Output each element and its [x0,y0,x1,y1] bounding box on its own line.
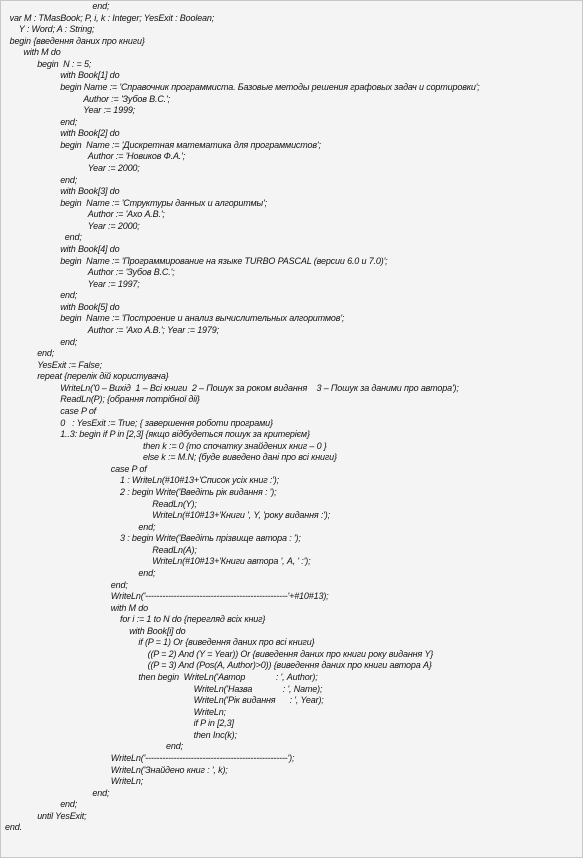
code-line: then k := 0 {то спочатку знайдених книг – 0 } [143,440,327,451]
code-line: ReadLn(P); {обрання потрібної дії} [60,394,200,405]
code-line: Year := 2000; [87,162,140,173]
code-line: then Inc(k); [193,729,237,740]
code-line: end; [64,232,82,243]
code-line: 3 : begin Write('Введіть прізвище автора : '); [120,533,301,544]
code-line: end; [60,799,78,810]
code-line: 0 : YesExit := True; { завершення роботи програми} [60,417,273,428]
code-line: WriteLn('Знайдено книг : ', k); [110,764,228,775]
code-line: begin {введення даних про книги} [9,35,145,46]
code-line: end. [5,822,22,833]
code-line: ((P = 2) And (Y = Year)) Or {виведення даних про книги року видання Y} [147,648,434,659]
code-line: end; [60,174,78,185]
code-line: ReadLn(A); [152,544,197,555]
code-line: end; [138,567,156,578]
code-line: for i := 1 to N do {перегляд всіх книг} [120,614,266,625]
code-line: Year := 1997; [87,278,140,289]
code-line: with Book[i] do [129,625,186,636]
code-line: Author := 'Зубов В.С.'; [87,267,175,278]
code-line: WriteLn('Рік видання : ', Year); [193,695,324,706]
code-line: case P of [110,463,147,474]
code-line: end; [60,336,78,347]
code-line: with Book[2] do [60,128,120,139]
code-line: then begin WriteLn('Автор : ', Author); [138,672,318,683]
code-line: repeat {перелік дій користувача} [37,371,169,382]
code-line: WriteLn; [193,706,226,717]
code-line: WriteLn('--------------------------------------------------'+#10#13); [110,591,329,602]
code-line: begin Name := 'Структуры данных и алгоритмы'; [60,197,267,208]
code-line: var M : TMasBook; P, i, k : Integer; YesExit : Boolean; [9,12,215,23]
code-line: end; [138,521,156,532]
code-line: WriteLn('Назва : ', Name); [193,683,323,694]
code-line: ((P = 3) And (Pos(A, Author)>0)) {виведення даних про книги автора A} [147,660,432,671]
code-line: begin Name := 'Дискретная математика для программистов'; [60,139,321,150]
code-line: Author := 'Зубов В.С.'; [83,93,170,104]
code-line: Year := 2000; [87,220,140,231]
code-line: begin Name := 'Построение и анализ вычислительных алгоритмов'; [60,313,345,324]
code-line: end; [37,348,55,359]
code-line: WriteLn('0 – Вихід 1 – Всі книги 2 – Пошук за роком видання 3 – Пошук за даними про автора'); [60,382,459,393]
code-line: end; [60,290,78,301]
code-line: with Book[1] do [60,70,120,81]
code-line: 2 : begin Write('Введіть рік видання : '); [120,486,277,497]
code-line: Author := 'Ахо А.В.'; Year := 1979; [87,324,219,335]
code-line: end; [60,116,78,127]
code-line: YesExit := False; [37,359,102,370]
code-line: with Book[4] do [60,243,120,254]
code-line: with Book[3] do [60,186,120,197]
code-line: end; [92,787,110,798]
code-line: WriteLn; [110,776,144,787]
code-line: end; [92,1,110,11]
code-line: Year := 1999; [83,105,136,116]
code-line: begin Name := 'Справочник программиста. Базовые методы решения графовых задач и сортировки'; [60,81,480,92]
code-line: if (P = 1) Or {виведення даних про всі книги} [138,637,315,648]
code-line: else k := M.N; {буде виведено дані про всі книги} [143,452,337,463]
code-line: with M do [23,47,61,58]
code-line: end; [166,741,183,752]
code-line: until YesExit; [37,810,87,821]
code-line: 1 : WriteLn(#10#13+'Список усіх книг :'); [120,475,279,486]
code-line: begin Name := 'Программирование на языке TURBO PASCAL (версии 6.0 и 7.0)'; [60,255,388,266]
code-line: WriteLn('--------------------------------------------------'); [110,753,295,764]
code-line: 1..3: begin if P in [2,3] {якщо відбудеться пошук за критерієм} [60,429,310,440]
code-line: if P in [2,3] [193,718,234,729]
code-line: WriteLn(#10#13+'Книги ', Y, 'року видання :'); [152,510,330,521]
code-line: with M do [110,602,148,613]
code-line: ReadLn(Y); [152,498,197,509]
code-line: with Book[5] do [60,301,120,312]
code-line: begin N : = 5; [37,58,92,69]
code-line: case P of [60,405,97,416]
code-line: end; [110,579,128,590]
code-line: WriteLn(#10#13+'Книги автора ', A, ' :'); [152,556,311,567]
code-line: Author := 'Новиков Ф.А.'; [87,151,186,162]
code-line: Y : Word; A : String; [18,24,95,35]
code-line: Author := 'Ахо А.В.'; [87,209,165,220]
